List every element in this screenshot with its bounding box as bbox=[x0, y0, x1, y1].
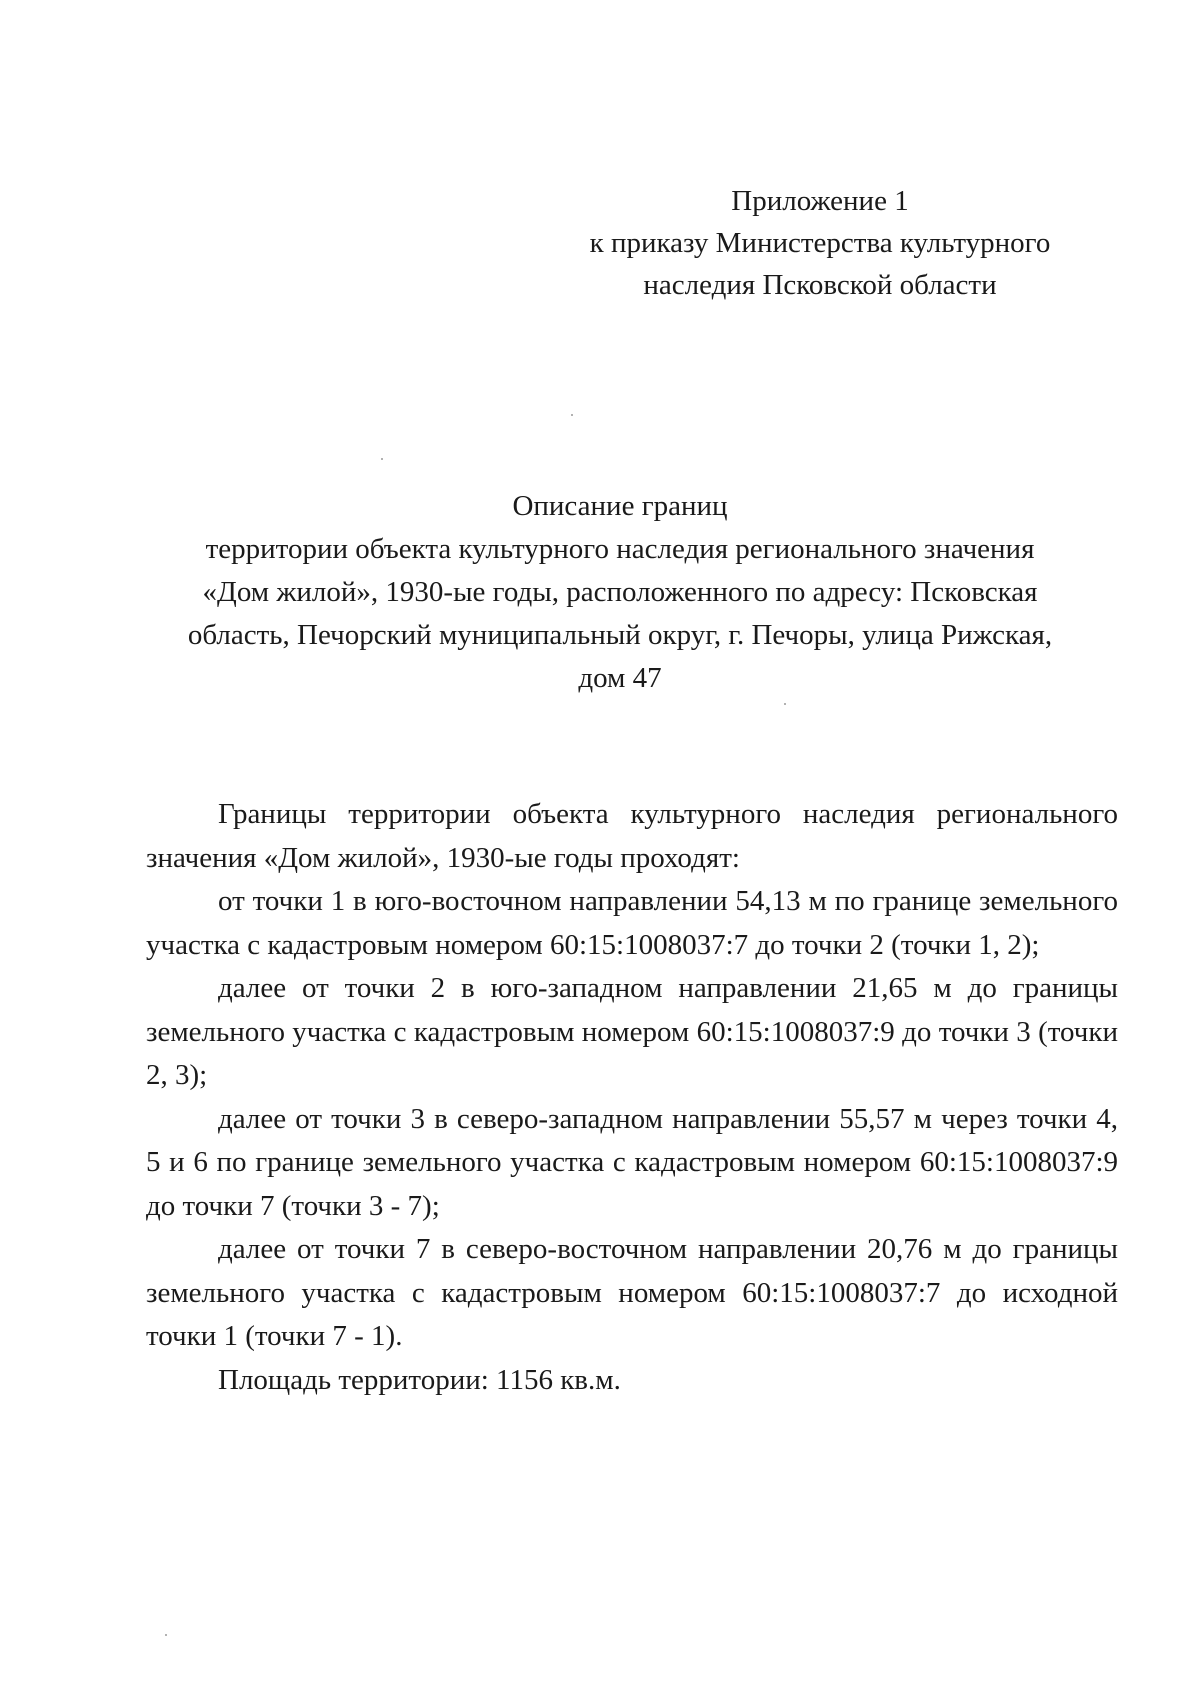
appendix-number: Приложение 1 bbox=[731, 185, 909, 217]
scan-speck bbox=[165, 1634, 167, 1636]
boundary-segment: далее от точки 2 в юго-западном направлении 21,65 м до границы земельного участка с кадастровым номером 60:15:1008037:9 до точки 3 (точки 2, 3); bbox=[146, 972, 1118, 1091]
boundary-segment: от точки 1 в юго-восточном направлении 54,13 м по границе земельного участка с кадастровым номером 60:15:1008037:7 до точки 2 (точки 1, 2); bbox=[146, 885, 1118, 961]
boundary-segment: далее от точки 3 в северо-западном направлении 55,57 м через точки 4, 5 и 6 по границе земельного участка с кадастровым номером 60:15:1008037:9 до точки 7 (точки 3 - 7); bbox=[146, 1102, 1118, 1222]
boundary-description bbox=[146, 793, 1118, 1402]
title-line-4: область, Печорский муниципальный округ, г. Печоры, улица Рижская, bbox=[187, 619, 1053, 651]
scan-speck bbox=[381, 458, 383, 460]
boundary-segment: далее от точки 7 в северо-восточном направлении 20,76 м до границы земельного участка с кадастровым номером 60:15:1008037:7 до исходной точки 1 (точки 7 - 1). bbox=[146, 1233, 1118, 1352]
title-line-5: дом 47 bbox=[578, 662, 662, 694]
appendix-order-ref: к приказу Министерства культурного bbox=[589, 227, 1051, 259]
title-heading: Описание границ bbox=[512, 490, 728, 522]
title-line-2: территории объекта культурного наследия регионального значения bbox=[205, 533, 1035, 565]
appendix-ministry: наследия Псковской области bbox=[643, 269, 997, 301]
scan-speck bbox=[784, 703, 786, 705]
area-paragraph: Площадь территории: 1156 кв.м. bbox=[218, 1363, 621, 1396]
appendix-header bbox=[560, 180, 1080, 306]
scan-speck bbox=[571, 414, 573, 416]
title-line-3: «Дом жилой», 1930-ые годы, расположенного по адресу: Псковская bbox=[202, 576, 1038, 608]
intro-paragraph: Границы территории объекта культурного наследия регионального значения «Дом жилой», 1930-ые годы проходят: bbox=[146, 798, 1118, 874]
document-title bbox=[150, 485, 1090, 700]
